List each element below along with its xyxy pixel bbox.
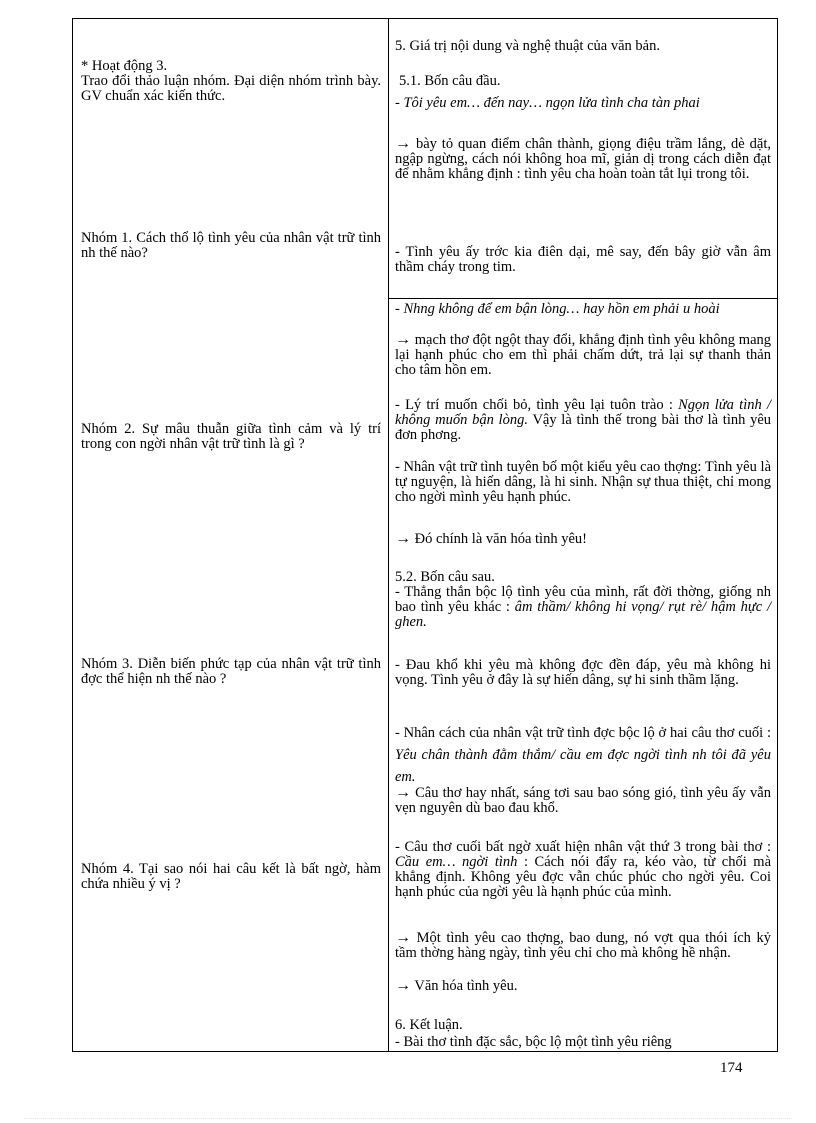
page-number: 174 (720, 1060, 743, 1076)
section-5-2-paragraph-3: - Nhân cách của nhân vật trữ tình đợc bộc lộ ở hai câu thơ cuối : Yêu chân thành đằm thắm/ cầu em đợc ngời tình nh tôi đã yêu em. (395, 725, 771, 785)
section-5-1-paragraph-2: - Tình yêu ấy trớc kia điên dại, mê say, đến bây giờ vẫn âm thầm cháy trong tim. (395, 244, 771, 275)
section-5-1-paragraph-1: → bày tỏ quan điểm chân thành, giọng điệu trầm lắng, dè dặt, ngập ngừng, cách nói không hoa mĩ, giản dị trong cách diễn đạt để nhằm khẳng định : tình yêu cha hoàn toàn tắt lụi trong tôi. (395, 135, 771, 182)
section-5-2-paragraph-6: → Một tình yêu cao thợng, bao dung, nó vợt qua thói ích kỷ tầm thờng hàng ngày, tình yêu chỉ cho mà không hề nhận. (395, 929, 772, 961)
section-5-2-paragraph-1: - Thẳng thắn bộc lộ tình yêu của mình, rất đời thờng, giống nh bao tình yêu khác : âm thầm/ không hi vọng/ rụt rè/ hậm hực / ghen. (395, 584, 771, 630)
section-5-1-paragraph-4: - Lý trí muốn chối bỏ, tình yêu lại tuôn trào : Ngọn lửa tình / không muốn bận lòng. Vậy là tình thế trong bài thơ là tình yêu đơn phơng. (395, 397, 772, 443)
group-1-question: Nhóm 1. Cách thổ lộ tình yêu của nhân vật trữ tình nh thế nào? (81, 230, 381, 261)
section-5-1-paragraph-6: → Đó chính là văn hóa tình yêu! (395, 530, 587, 547)
section-5-title: 5. Giá trị nội dung và nghệ thuật của văn bản. (395, 38, 660, 54)
group-2-question: Nhóm 2. Sự mâu thuẫn giữa tình cảm và lý trí trong con ngời nhân vật trữ tình là gì ? (81, 421, 381, 452)
group-4-question: Nhóm 4. Tại sao nói hai câu kết là bất ngờ, hàm chứa nhiều ý vị ? (81, 861, 381, 892)
arrow-icon: → (395, 929, 411, 946)
arrow-icon: → (395, 331, 411, 348)
section-5-1-quote-2: - Nhng không để em bận lòng… hay hồn em phải u hoài (395, 301, 720, 317)
arrow-icon: → (395, 784, 411, 801)
section-5-2-paragraph-2: - Đau khổ khi yêu mà không đợc đền đáp, yêu mà không hi vọng. Tình yêu ở đây là sự hiến dâng, sự hi sinh thầm lặng. (395, 657, 771, 688)
section-5-1-title: 5.1. Bốn câu đầu. (399, 73, 501, 89)
activity-description: Trao đổi thảo luận nhóm. Đại diện nhóm trình bày. GV chuẩn xác kiến thức. (81, 73, 381, 104)
section-5-1-paragraph-5: - Nhân vật trữ tình tuyên bố một kiểu yêu cao thợng: Tình yêu là tự nguyện, là hiến dâng, là hi sinh. Nhận sự thua thiệt, chỉ mong cho ngời mình yêu hạnh phúc. (395, 459, 771, 505)
section-5-1-quote: - Tôi yêu em… đến nay… ngọn lửa tình cha tàn phai (395, 95, 700, 111)
section-6-paragraph-1: - Bài thơ tình đặc sắc, bộc lộ một tình yêu riêng (395, 1035, 672, 1050)
section-6-title: 6. Kết luận. (395, 1017, 463, 1033)
section-5-2-title: 5.2. Bốn câu sau. (395, 569, 495, 585)
activity-title: * Hoạt động 3. (81, 58, 168, 74)
footer-dotted-line (24, 1118, 792, 1119)
section-5-2-paragraph-7: → Văn hóa tình yêu. (395, 977, 518, 994)
column-divider (388, 19, 389, 1051)
content-table (72, 18, 778, 1052)
section-5-2-paragraph-4: → Câu thơ hay nhất, sáng tơi sau bao sóng gió, tình yêu ấy vẫn vẹn nguyên dù bao đau khổ. (395, 784, 771, 816)
arrow-icon: → (395, 977, 411, 994)
arrow-icon: → (395, 530, 411, 547)
row-divider (388, 298, 777, 299)
group-3-question: Nhóm 3. Diễn biến phức tạp của nhân vật trữ tình đợc thể hiện nh thế nào ? (81, 656, 381, 687)
arrow-icon: → (395, 135, 411, 152)
section-5-2-paragraph-5: - Câu thơ cuối bất ngờ xuất hiện nhân vật thứ 3 trong bài thơ : Cầu em… ngời tình : Cách nói đẩy ra, kéo vào, từ chối mà khẳng định. Không yêu đợc vẫn chúc phúc cho ngời yêu. Coi hạnh phúc của ngời yêu là hạnh phúc của mình. (395, 839, 772, 900)
section-5-1-paragraph-3: → mạch thơ đột ngột thay đổi, khẳng định tình yêu không mang lại hạnh phúc cho em thì phải chấm dứt, trả lại sự thanh thản cho tâm hồn em. (395, 331, 772, 378)
